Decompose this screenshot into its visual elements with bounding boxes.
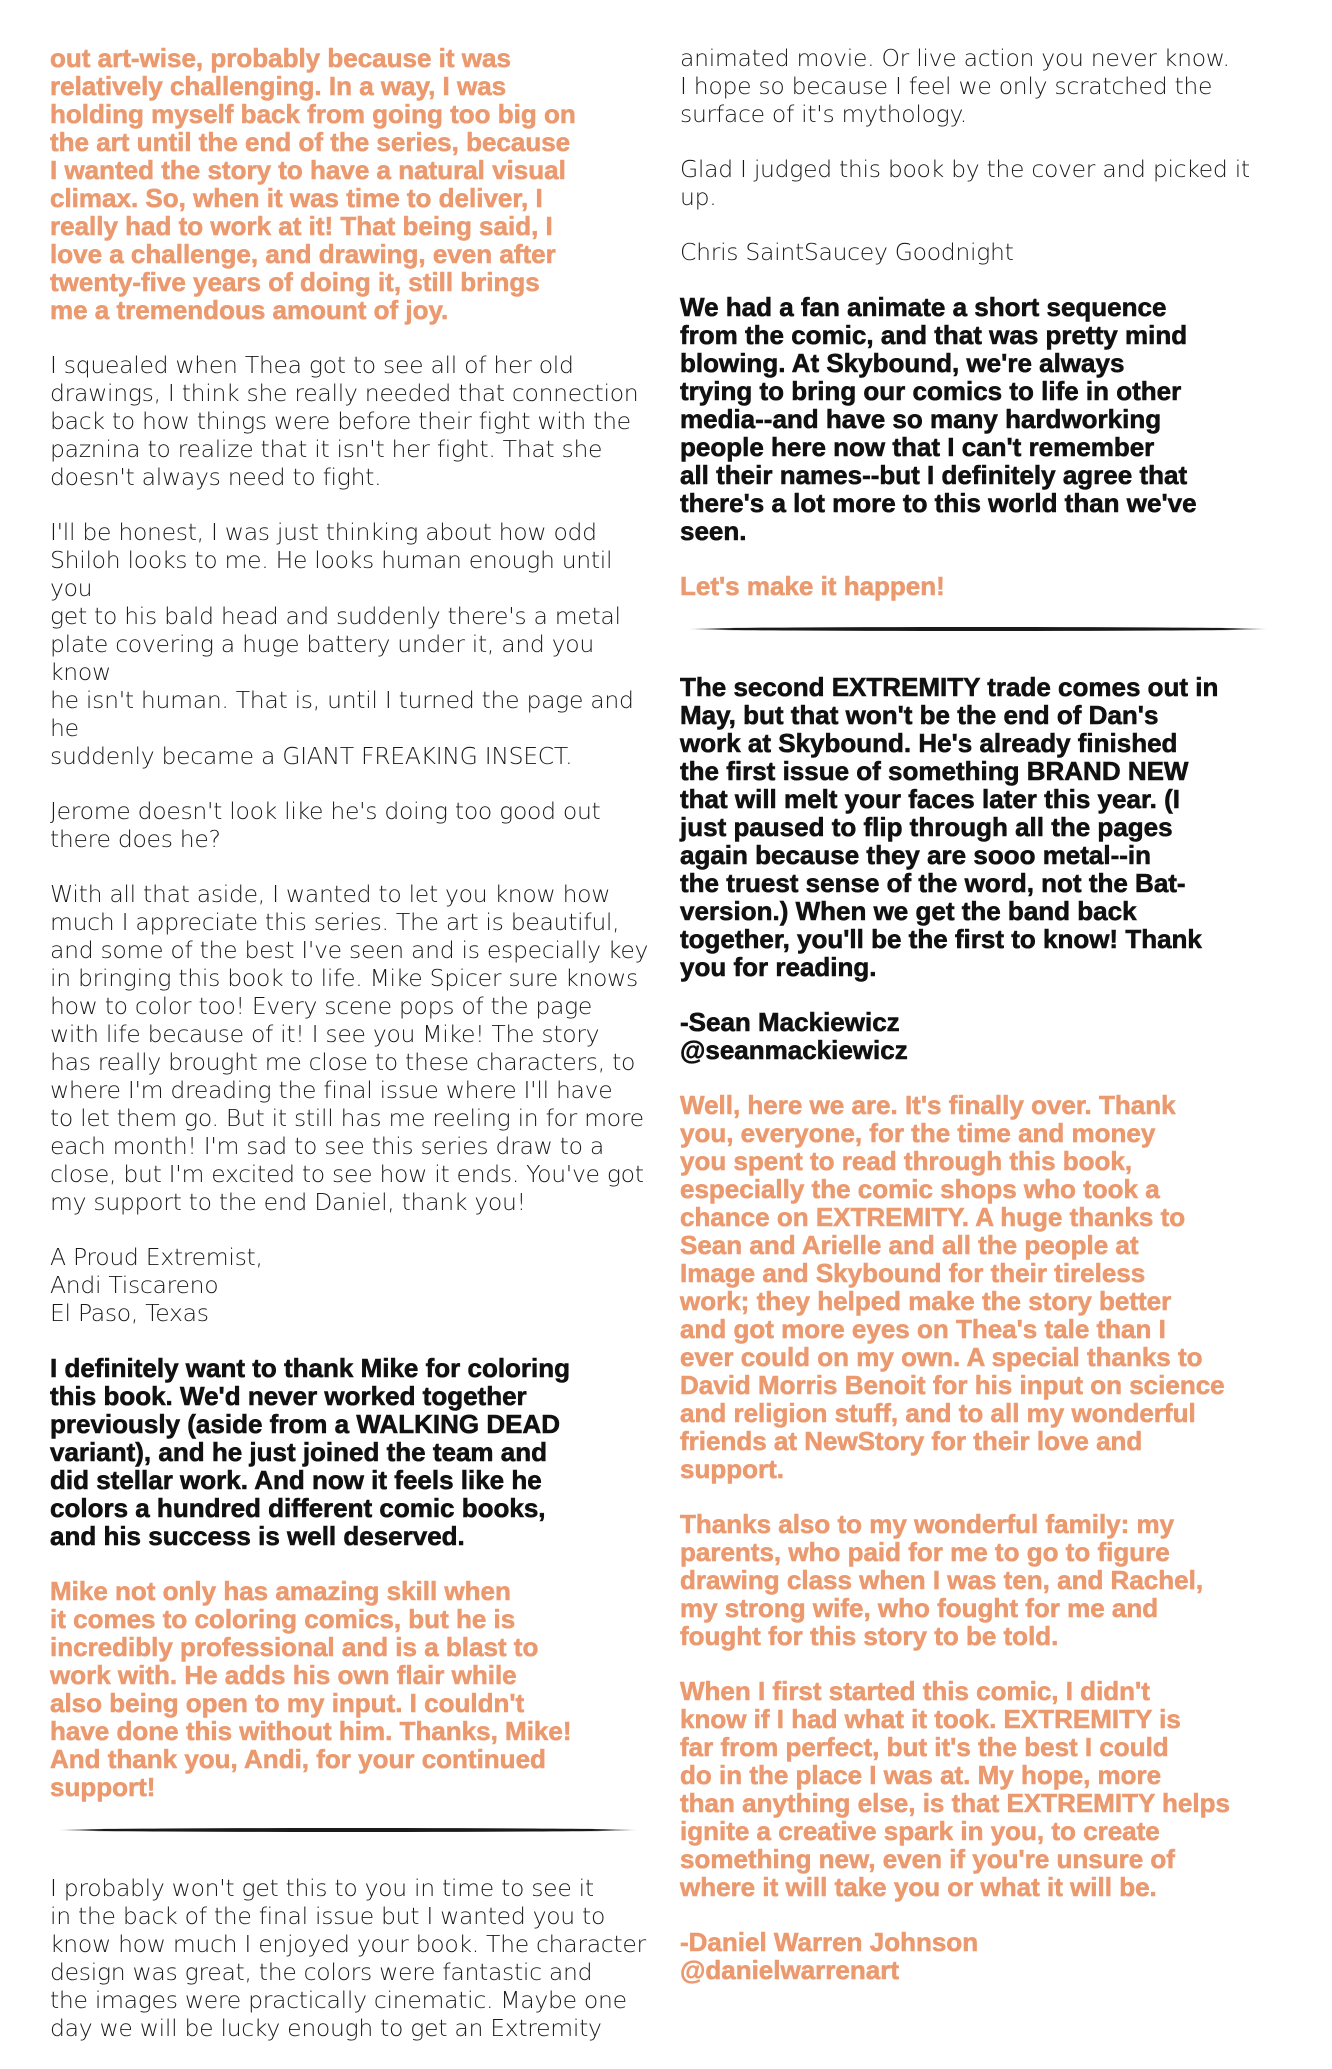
creator-closing: When I first started this comic, I didn't know if I had what it took. EXTREMITY is far from perfect, but it's the best I could do in the place I was at. My hope, more than anything else, is that EXTREMITY helps ignite a creative spark in you, to create something new, even if you're unsure of where it will take you or what it will be. xyxy=(680,1676,1230,1902)
editor-closing: The second EXTREMITY trade comes out in May, but that won't be the end of Dan's work at Skybound. He's already finished the first issue of something BRAND NEW that will melt your faces later this year. (I just paused to flip through all the pages again because they are sooo metal--in the truest sense of the word, not the Bat- version.) When we get the band back together, you'll be the first to know! Thank you for reading. xyxy=(680,672,1219,982)
creator-reply: Mike not only has amazing skill when it comes to coloring comics, but he is incredibly professional and is a blast to work with. He adds his own flair while also being open to my input. I couldn't have done this without him. Thanks, Mike! And thank you, Andi, for your continued support! xyxy=(50,1576,572,1802)
left-column xyxy=(50,44,650,2069)
section-divider xyxy=(688,627,1268,631)
editor-reply: I definitely want to thank Mike for coloring this book. We'd never worked together previously (aside from a WALKING DEAD variant), and he just joined the team and did stellar work. And now it feels like he colors a hundred different comic books, and his success is well deserved. xyxy=(50,1353,571,1551)
letter-paragraph: I squealed when Thea got to see all of her old drawings, I think she really needed that connection back to how things were before their fight with the paznina to realize that it isn't her fight. That she doesn't always need to fight. xyxy=(50,351,639,491)
letter-paragraph: I probably won't get this to you in time to see it in the back of the final issue but I wanted you to know how much I enjoyed your book. The character design was great, the colors were fantastic and the images were practically cinematic. Maybe one day we will be lucky enough to get an Extremity xyxy=(50,1874,646,2042)
right-column xyxy=(680,44,1280,2011)
letter-paragraph: With all that aside, I wanted to let you know how much I appreciate this series. The art is beautiful, and some of the best I've seen and is especially key in bringing this book to life. Mike Spicer sure knows how to color too! Every scene pops of the page with life because of it! I see you Mike! The story has really brought me close to these characters, to where I'm dreading the final issue where I'll have to let them go. But it still has me reeling in for more each month! I'm sad to see this series draw to a close, but I'm excited to see how it ends. You've got my support to the end Daniel, thank you! xyxy=(50,880,649,1216)
letter-paragraph: animated movie. Or live action you never know. I hope so because I feel we only scratched the surface of it's mythology. xyxy=(680,44,1230,128)
letter-paragraph: Glad I judged this book by the cover and picked it up. xyxy=(680,155,1250,211)
letter-paragraph: I'll be honest, I was just thinking about how odd Shiloh looks to me. He looks human enough until you get to his bald head and suddenly there's a metal plate covering a huge battery under it, and you know he isn't human. That is, until I turned the page and he suddenly became a GIANT FREAKING INSECT. xyxy=(50,518,634,770)
letter-signature: A Proud Extremist, Andi Tiscareno El Paso, Texas xyxy=(50,1243,263,1327)
letter-signature: Chris SaintSaucey Goodnight xyxy=(680,238,1014,266)
letter-paragraph: Jerome doesn't look like he's doing too good out there does he? xyxy=(50,797,601,853)
creator-reply: Let's make it happen! xyxy=(680,571,945,601)
creator-closing: Thanks also to my wonderful family: my parents, who paid for me to go to figure drawing class when I was ten, and Rachel, my strong wife, who fought for me and fought for this story to be told. xyxy=(680,1509,1204,1651)
creator-closing: Well, here we are. It's finally over. Thank you, everyone, for the time and money you spent to read through this book, especially the comic shops who took a chance on EXTREMITY. A huge thanks to Sean and Arielle and all the people at Image and Skybound for their tireless work; they helped make the story better and got more eyes on Thea's tale than I ever could on my own. A special thanks to David Morris Benoit for his input on science and religion stuff, and to all my wonderful friends at NewStory for their love and support. xyxy=(680,1090,1225,1484)
creator-reply-art: out art-wise, probably because it was relatively challenging. In a way, I was holding myself back from going too big on the art until the end of the series, because I wanted the story to have a natural visual climax. So, when it was time to deliver, I really had to work at it! That being said, I love a challenge, and drawing, even after twenty-five years of doing it, still brings me a tremendous amount of joy. xyxy=(50,43,576,325)
editor-signature: -Sean Mackiewicz @seanmackiewicz xyxy=(680,1007,908,1065)
creator-signature: -Daniel Warren Johnson @danielwarrenart xyxy=(680,1927,979,1985)
editor-reply: We had a fan animate a short sequence from the comic, and that was pretty mind blowing. At Skybound, we're always trying to bring our comics to life in other media--and have so many hardworking people here now that I can't remember all their names--but I definitely agree that there's a lot more to this world than we've seen. xyxy=(680,292,1197,546)
section-divider xyxy=(58,1828,638,1832)
